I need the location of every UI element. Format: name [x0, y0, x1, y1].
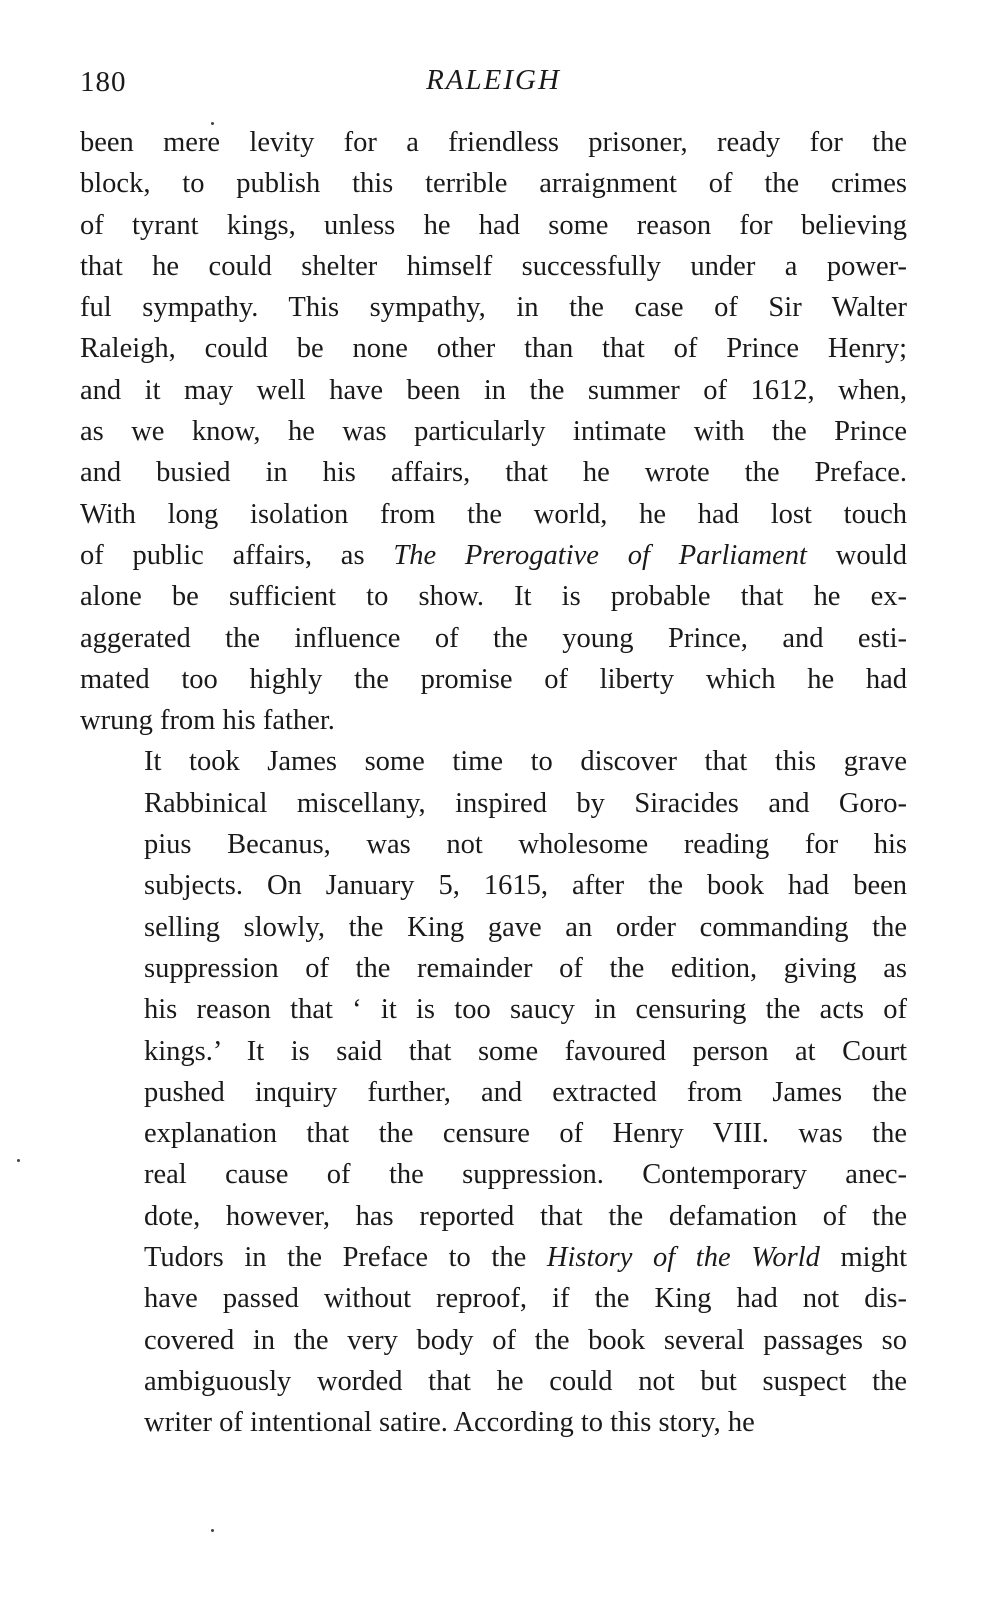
text-line: explanation that the censure of Henry VIII. was the	[144, 1118, 907, 1150]
italic-title: The Prerogative of Parliament	[393, 539, 807, 571]
text-line: suppression of the remainder of the edition, giving as	[144, 952, 907, 984]
text-line: Tudors in the Preface to the History of the World might	[144, 1242, 907, 1274]
page-number: 180	[80, 66, 127, 98]
text-line: of public affairs, as The Prerogative of Parliament would	[80, 539, 907, 571]
body-text	[80, 122, 907, 1444]
text-line: Rabbinical miscellany, inspired by Siracides and Goro-	[144, 787, 907, 819]
text-line: selling slowly, the King gave an order commanding the	[144, 911, 907, 943]
text-line: With long isolation from the world, he had lost touch	[80, 498, 907, 530]
text-line: covered in the very body of the book several passages so	[144, 1324, 907, 1356]
book-page	[80, 62, 907, 1444]
text-line: dote, however, has reported that the defamation of the	[144, 1200, 907, 1232]
text-line: kings.’ It is said that some favoured person at Court	[144, 1035, 907, 1067]
text-line: block, to publish this terrible arraignment of the crimes	[80, 168, 907, 200]
margin-speck	[17, 1159, 20, 1162]
text-line: aggerated the influence of the young Prince, and esti-	[80, 622, 907, 654]
margin-speck	[211, 1529, 214, 1532]
paragraph-1	[80, 122, 907, 741]
text-line: of tyrant kings, unless he had some reason for believing	[80, 209, 907, 241]
text-line: as we know, he was particularly intimate with the Prince	[80, 416, 907, 448]
text-line: real cause of the suppression. Contemporary anec-	[144, 1159, 907, 1191]
text-line: that he could shelter himself successfully under a power-	[80, 250, 907, 282]
text-line: wrung from his father.	[80, 705, 335, 737]
text-line: have passed without reproof, if the King had not dis-	[144, 1283, 907, 1315]
margin-speck	[211, 122, 214, 125]
text-line: been mere levity for a friendless prisoner, ready for the	[80, 127, 907, 158]
text-line: mated too highly the promise of liberty which he had	[80, 663, 907, 695]
text-line: ful sympathy. This sympathy, in the case of Sir Walter	[80, 292, 907, 324]
text-line: and busied in his affairs, that he wrote the Preface.	[80, 457, 907, 489]
text-line: ambiguously worded that he could not but suspect the	[144, 1365, 907, 1397]
text-line: Raleigh, could be none other than that of Prince Henry;	[80, 333, 907, 365]
text-line: writer of intentional satire. According to this story, he	[144, 1407, 755, 1439]
italic-title: History of the World	[546, 1242, 820, 1274]
text-line: pushed inquiry further, and extracted from James the	[144, 1076, 907, 1108]
text-line: pius Becanus, was not wholesome reading for his	[144, 829, 907, 861]
running-head	[80, 62, 907, 122]
text-line: and it may well have been in the summer of 1612, when,	[80, 374, 907, 406]
text-line: subjects. On January 5, 1615, after the book had been	[144, 870, 907, 902]
text-line: his reason that ‘ it is too saucy in censuring the acts of	[144, 994, 907, 1026]
running-title: RALEIGH	[426, 64, 561, 96]
paragraph-2	[80, 741, 907, 1443]
text-line: alone be sufficient to show. It is probable that he ex-	[80, 581, 907, 613]
text-line: It took James some time to discover that this grave	[144, 746, 907, 778]
